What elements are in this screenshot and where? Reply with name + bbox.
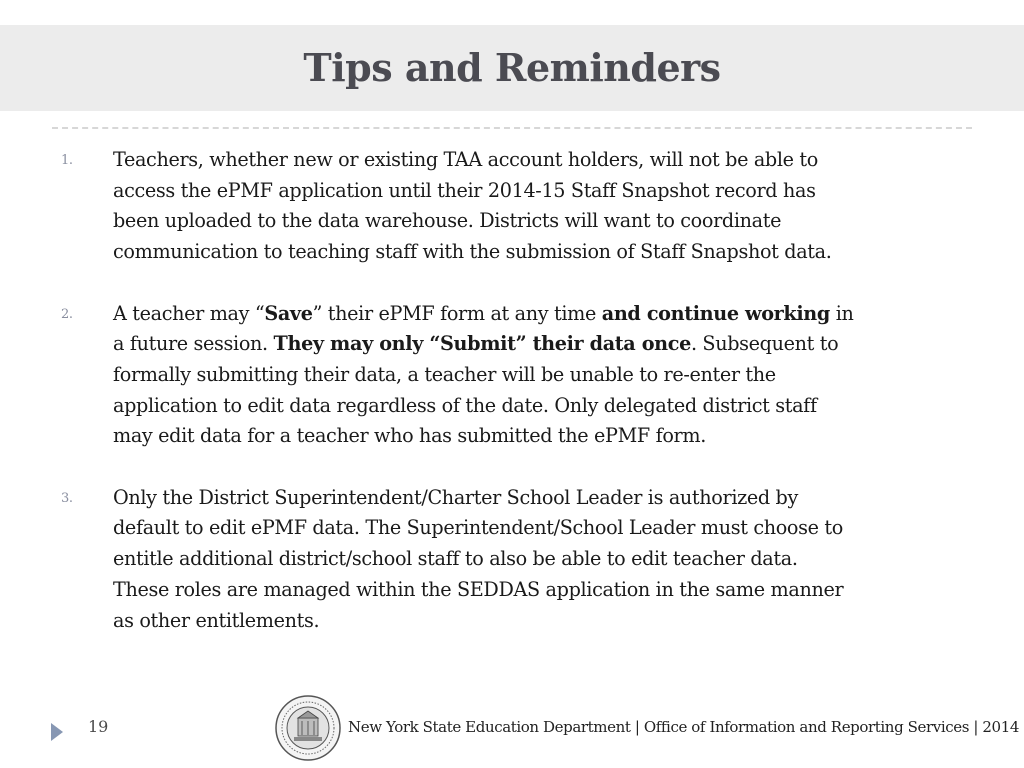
list-item-text <box>113 299 953 453</box>
list-item <box>58 145 958 268</box>
list-item <box>58 483 958 637</box>
text-line <box>113 145 953 176</box>
slide-title: Tips and Reminders <box>303 45 721 90</box>
text-segment: formally submitting their data, a teacher will be unable to re-enter the <box>113 362 776 386</box>
text-segment: Teachers, whether new or existing TAA account holders, will not be able to <box>113 148 818 171</box>
next-arrow-icon <box>51 723 63 741</box>
text-segment: A teacher may “ <box>113 301 265 325</box>
bold-text: They may only “Submit” their data once <box>273 332 691 356</box>
text-line <box>113 513 953 544</box>
text-segment: default to edit ePMF data. The Superintendent/School Leader must choose to <box>113 516 843 540</box>
text-segment: communication to teaching staff with the submission of Staff Snapshot data. <box>113 240 832 264</box>
text-segment: Only the District Superintendent/Charter School Leader is authorized by <box>113 485 798 509</box>
text-line <box>113 575 953 606</box>
nysed-seal-icon <box>274 694 342 762</box>
text-segment: may edit data for a teacher who has submitted the ePMF form. <box>113 424 706 448</box>
text-segment: a future session. <box>113 332 274 356</box>
text-segment: . Subsequent to <box>690 332 839 356</box>
text-line <box>113 329 953 360</box>
text-segment: been uploaded to the data warehouse. Districts will want to coordinate <box>113 209 782 233</box>
text-line <box>113 483 953 514</box>
text-segment: ” their ePMF form at any time <box>312 301 602 325</box>
title-divider <box>52 127 972 129</box>
text-segment: entitle additional district/school staff to also be able to edit teacher data. <box>113 547 798 571</box>
list-item-number: 3. <box>61 490 73 506</box>
text-segment: These roles are managed within the SEDDAS application in the same manner <box>113 577 844 601</box>
text-segment: in <box>829 301 854 325</box>
footer-text: New York State Education Department | Office of Information and Reporting Services | 2014 <box>348 718 1019 736</box>
bold-text: Save <box>264 301 313 325</box>
text-line <box>113 544 953 575</box>
bold-text: and continue working <box>601 301 830 325</box>
text-line <box>113 176 953 207</box>
list-item-text <box>113 483 953 637</box>
text-segment: access the ePMF application until their 2014-15 Staff Snapshot record has <box>113 178 816 202</box>
text-segment: as other entitlements. <box>113 608 320 632</box>
text-line <box>113 237 953 268</box>
text-line <box>113 421 953 452</box>
list-item <box>58 299 958 453</box>
list-item-text <box>113 145 953 268</box>
list-item-number: 1. <box>61 153 73 168</box>
text-line <box>113 391 953 422</box>
text-segment: application to edit data regardless of the date. Only delegated district staff <box>113 393 817 417</box>
text-line <box>113 206 953 237</box>
list-item-number: 2. <box>61 306 73 322</box>
page-number: 19 <box>88 717 109 736</box>
tips-list <box>58 145 958 667</box>
text-line <box>113 606 953 637</box>
text-line <box>113 360 953 391</box>
text-line <box>113 299 953 330</box>
